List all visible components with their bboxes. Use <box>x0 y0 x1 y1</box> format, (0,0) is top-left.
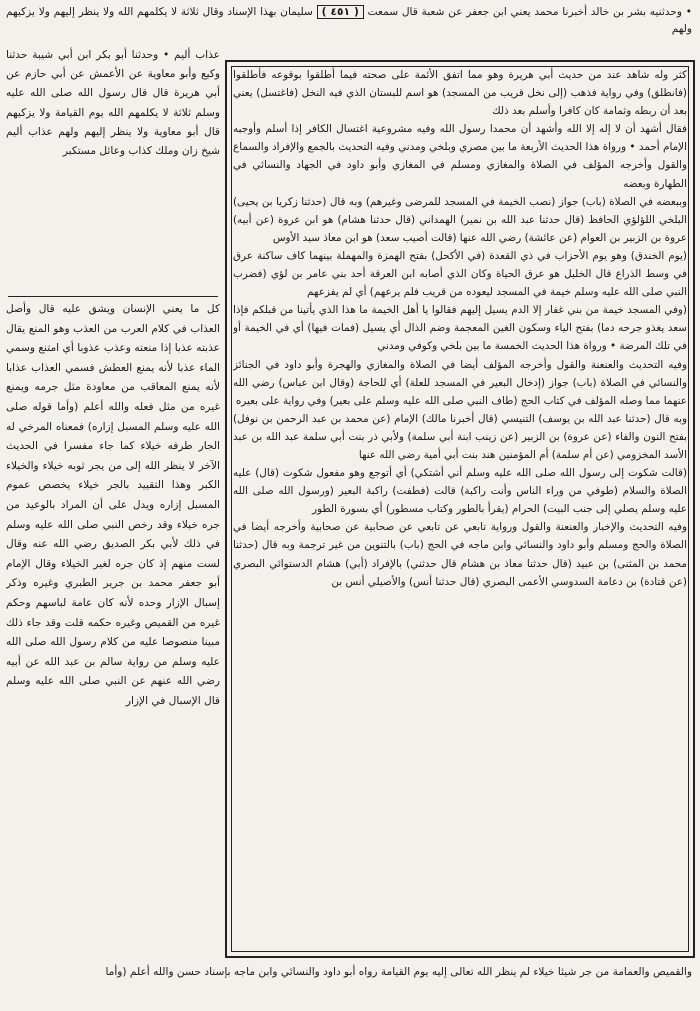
paragraph: (قالت شكوت إلى رسول الله صلى الله عليه وسلم أني أشتكي) أي أتوجع وهو مفعول شكوت (قال) عليه الصلاة والسلام (طوفي من وراء الناس وأنت راكبة) قالت (فطفت) راكبة البعير (ورسول الله صلى الله عليه وسلم يصلي إلى جنب البيت) الحرام (يقرأ بالطور وكتاب مسطور) أي بسورة الطور <box>233 467 687 516</box>
side-column-divider <box>8 296 218 297</box>
main-commentary-text <box>233 66 687 952</box>
paragraph: وببعضه في الصلاة (باب) جواز (نصب الخيمة في المسجد للمرضى وغيرهم) وبه قال (حدثنا زكريا بن يحيى) البلخي اللؤلؤي الحافظ (قال حدثنا عبد الله بن نمير) الهمداني (قال حدثنا هشام) هو ابن عروة (عن أبيه) عروة بن الزبير بن العوام (عن عائشة) رضي الله عنها (قالت أصيب سعد) هو ابن معاذ سيد الأوس <box>233 195 687 244</box>
paragraph: وفيه التحديث والإخبار والعنعنة والقول ورواية تابعي عن تابعي عن صحابية عن صحابية وأخرجه أيضا في الصلاة والحج ومسلم وأبو داود والنسائي وابن ماجه في الحج (باب) بالتنوين من غير ترجمة وبه قال (حدثنا محمد بن المثنى) بن عبيد (قال حدثنا معاذ بن هشام قال حدثني) بالإفراد (أبي) هشام الدستوائي البصري (عن قتادة) بن دعامة السدوسي الأعمى البصري (قال حدثنا أنس) والأصيلي أنس بن <box>233 521 687 588</box>
paragraph: (يوم الخندق) وهو يوم الأحزاب في ذي القعدة (في الأكحل) بفتح الهمزة والمهملة بينهما كاف ساكنة عرق في وسط الذراع قال الخليل هو عرق الحياة وكان الذي أصابه ابن العرقة أحد بني عامر بن لؤي (فضرب النبي صلى الله عليه وسلم خيمة في المسجد ليعوده من قريب فلم يرعهم) أي لم يفزعهم <box>233 249 687 299</box>
paragraph: فقال أشهد أن لا إله إلا الله وأشهد أن محمدا رسول الله وفيه مشروعية اغتسال الكافر إذا أسلم وأوجبه الإمام أحمد • ورواة هذا الحديث الأربعة ما بين مصري وبلخي ومدني وفيه التحديث بالجمع والإفراد والسماع والقول وأخرجه المؤلف في الصلاة والمغازي ومسلم في المغازي وأبو داود في الجهاد والنسائي في الطهارة وبعضه <box>233 123 687 190</box>
header-text-right: • وحدثنيه بشر بن خالد أخبرنا محمد يعني ابن جعفر عن شعبة قال سمعت <box>367 6 692 18</box>
side-commentary-text: كل ما يعني الإنسان ويشق عليه قال وأصل العذاب في كلام العرب من العذب وهو المنع يقال عذبته عذبا إذا منعته وعذب عذوبا أي امتنع وسمي الماء عذبا لأنه يمنع العطش فسمي العذاب عذابا لأنه يمنع المعاقب من معاودة مثل جرمه ويمنع غيره من مثل فعله والله أعلم (وأما قوله صلى الله عليه وسلم المسبل إزاره) فمعناه المرخي له الجار طرفه خيلاء كما جاء مفسرا في الحديث الآخر لا ينظر الله إلى من يجر ثوبه خيلاء والخيلاء الكبر وهذا التقييد بالجر خيلاء يخصص عموم المسبل إزاره ويدل على أن المراد بالوعيد من جره خيلاء وقد رخص النبي صلى الله عليه وسلم في ذلك لأبي بكر الصديق رضي الله عنه وقال لست منهم إذ كان جره لغير الخيلاء وقال الإمام أبو جعفر محمد بن جرير الطبري وغيره وذكر إسبال الإزار وحده لأنه كان عامة لباسهم وحكم غيره من القميص وغيره حكمه قلت وقد جاء ذلك مبينا منصوصا عليه من كلام رسول الله صلى الله عليه وسلم من رواية سالم بن عبد الله عن أبيه رضي الله عنهم عن النبي صلى الله عليه وسلم قال الإسبال في الإزار <box>6 303 220 707</box>
paragraph: كثر وله شاهد عند من حديث أبي هريرة وهو مما اتفق الأئمة على صحته فيما أطلقوا بوقوعه فأطلقوا (فانطلق) وفي رواية فذهب (إلى نخل قريب من المسجد) هو اسم للبستان الذي فيه النخل (فاغتسل) يعني بعد أن ربطه وثمامة كان كافرا وأسلم بعد ذلك <box>233 69 687 118</box>
paragraph: وبه قال (حدثنا عبد الله بن يوسف) التنيسي (قال أخبرنا مالك) الإمام (عن محمد بن عبد الرحمن بن نوفل) بفتح النون والفاء (عن عروة) بن الزبير (عن زينب ابنة أبي سلمة) ولأبي ذر بنت أبي سلمة عبد الله بن عبد الأسد المخزومي (عن أم سلمة) أم المؤمنين هند بنت أبي أمية رضي الله عنها <box>233 412 687 461</box>
paragraph: (وفي المسجد خيمة من بني غفار إلا الدم يسيل إليهم فقالوا يا أهل الخيمة ما هذا الذي يأتينا من قبلكم فإذا سعد يغذو جرحه دما) بفتح الياء وسكون الغين المعجمة وضم الذال أي يسيل (فمات فيها) أي في الخيمة أو في تلك المرضة • ورواة هذا الحديث الخمسة ما بين بلخي وكوفي ومدني <box>233 304 687 353</box>
page-footer-line: والقميص والعمامة من جر شيئا خيلاء لم ينظر الله تعالى إليه يوم القيامة رواه أبو داود والنسائي وابن ماجه بإسناد حسن والله أعلم (وأما <box>105 966 692 978</box>
header-text-left: سليمان بهذا الإسناد وقال ثلاثة لا يكلمهم الله ولا ينظر إليهم ولا يزكيهم ولهم <box>6 6 692 35</box>
paragraph: وفيه التحديث والعنعنة والقول وأخرجه المؤلف أيضا في الصلاة والمغازي والهجرة وأبو داود في الجنائز والنسائي في الصلاة (باب) جواز (إدخال البعير في المسجد للعلة) أي للحاجة (وقال ابن عباس) رضي الله عنهما مما وصله المؤلف في كتاب الحج (طاف النبي صلى الله عليه وسلم على بعير) وفي رواية على بعيره <box>233 358 687 407</box>
page-number: ( ٤٥١ ) <box>317 5 364 19</box>
main-commentary-frame <box>225 60 695 958</box>
side-hadith-text: عذاب أليم • وحدثنا أبو بكر ابن أبي شيبة حدثنا وكيع وأبو معاوية عن الأعمش عن أبي حازم عن أبي هريرة قال قال رسول الله صلى الله عليه وسلم ثلاثة لا يكلمهم الله يوم القيامة ولا يزكيهم قال أبو معاوية ولا ينظر إليهم ولهم عذاب أليم شيخ زان وملك كذاب وعائل مستكبر <box>6 49 220 158</box>
